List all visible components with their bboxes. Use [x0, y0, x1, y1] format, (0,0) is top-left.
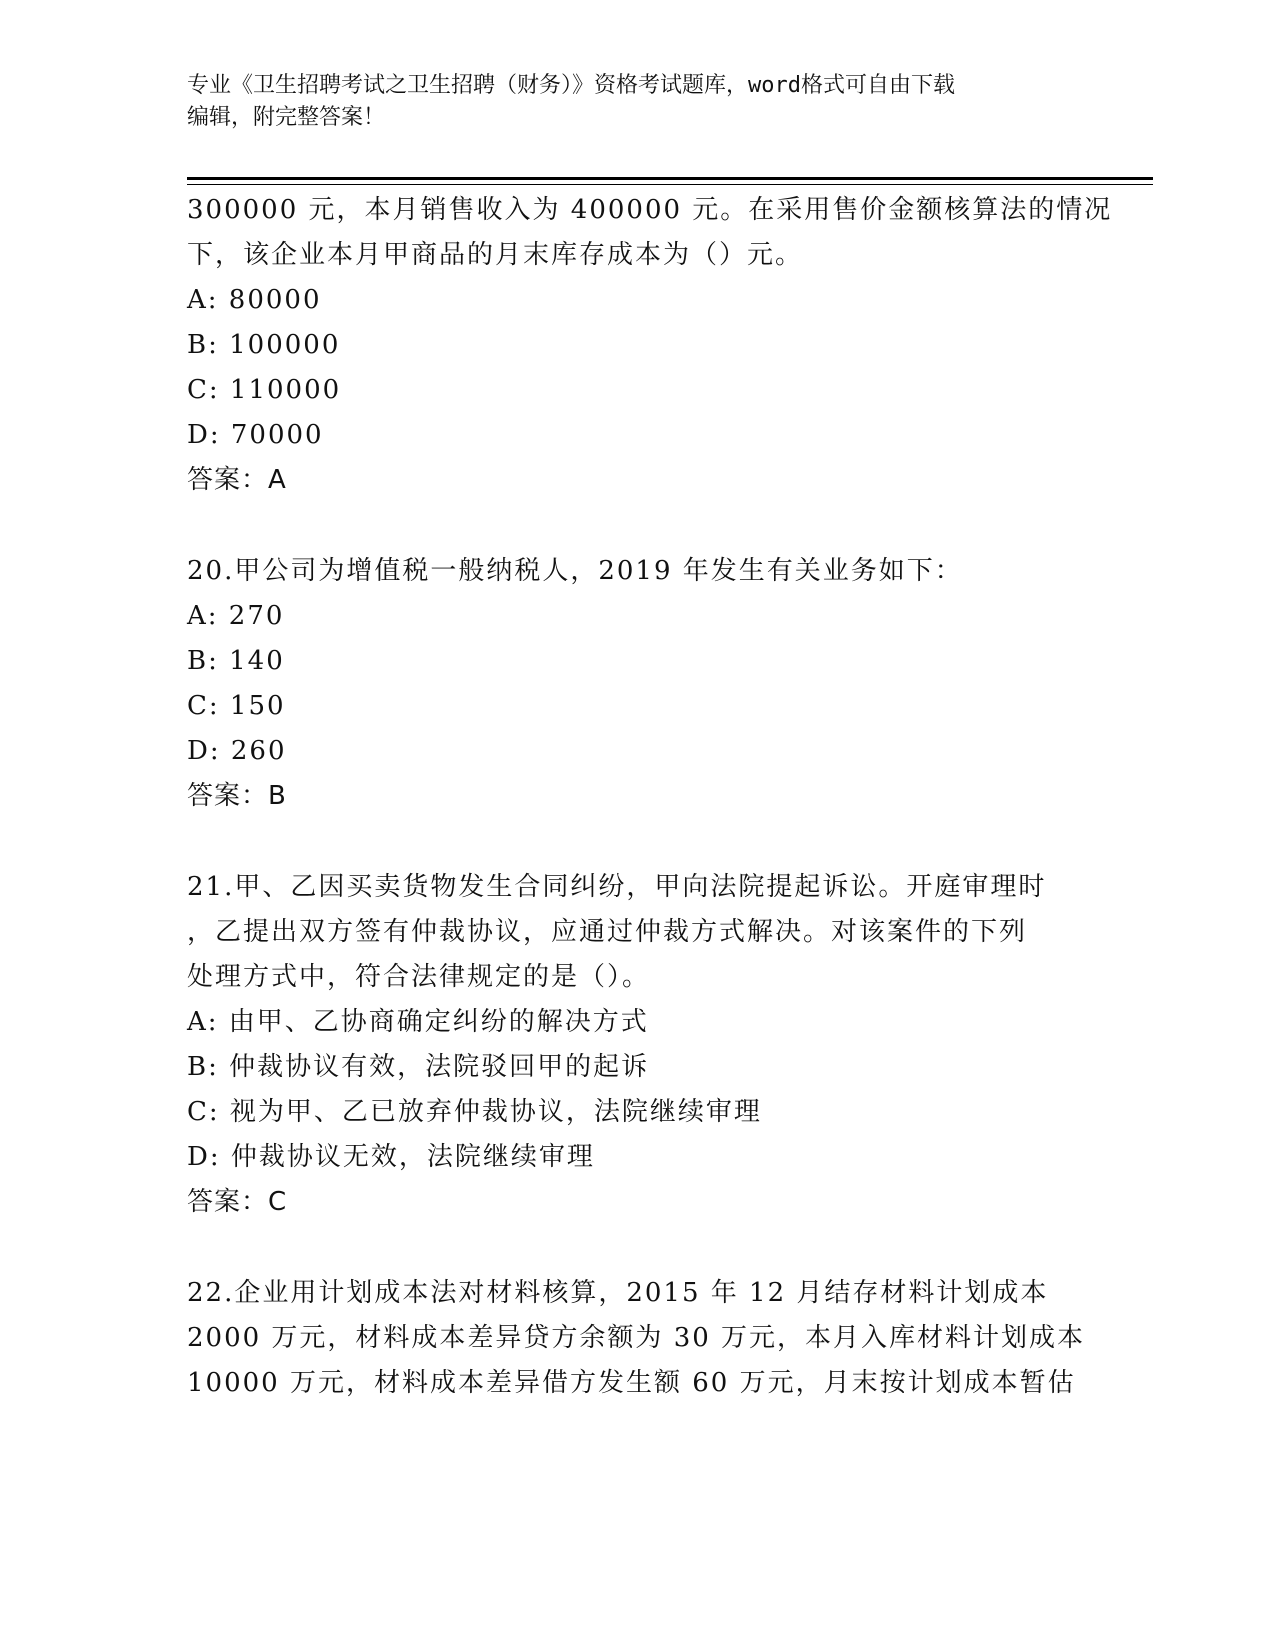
option-b: B: 100000	[187, 330, 341, 360]
option-b: B: 140	[187, 646, 285, 676]
option-a: A: 80000	[187, 285, 322, 315]
question-list	[187, 188, 1153, 1406]
option-d: D: 260	[187, 736, 287, 766]
answer-label: 答案：C	[187, 1187, 288, 1217]
option-b: B: 仲裁协议有效，法院驳回甲的起诉	[187, 1052, 650, 1082]
question-text: 22.企业用计划成本法对材料核算，2015 年 12 月结存材料计划成本	[187, 1278, 1049, 1308]
question-text: 2000 万元，材料成本差异贷方余额为 30 万元，本月入库材料计划成本	[187, 1323, 1086, 1353]
question-text: 20.甲公司为增值税一般纳税人，2019 年发生有关业务如下：	[187, 556, 963, 586]
question-21	[187, 865, 1153, 1225]
question-text: 300000 元，本月销售收入为 400000 元。在采用售价金额核算法的情况	[187, 195, 1113, 225]
option-c: C: 110000	[187, 375, 342, 405]
answer-label: 答案：A	[187, 465, 287, 495]
option-c: C: 150	[187, 691, 286, 721]
question-20	[187, 549, 1153, 819]
option-c: C: 视为甲、乙已放弃仲裁协议，法院继续审理	[187, 1097, 762, 1127]
question-text: 10000 万元，材料成本差异借方发生额 60 万元，月末按计划成本暂估	[187, 1368, 1076, 1398]
question-text: 下，该企业本月甲商品的月末库存成本为（）元。	[187, 240, 804, 270]
question-19	[187, 188, 1153, 503]
answer-label: 答案：B	[187, 781, 287, 811]
option-d: D: 70000	[187, 420, 324, 450]
question-text: 处理方式中，符合法律规定的是（）。	[187, 962, 651, 992]
option-a: A: 由甲、乙协商确定纠纷的解决方式	[187, 1007, 649, 1037]
header-divider-thin	[187, 184, 1153, 185]
question-text: 21.甲、乙因买卖货物发生合同纠纷，甲向法院提起诉讼。开庭审理时	[187, 872, 1047, 902]
question-text: ，乙提出双方签有仲裁协议，应通过仲裁方式解决。对该案件的下列	[187, 917, 1028, 947]
option-a: A: 270	[187, 601, 285, 631]
document-header	[187, 70, 1087, 134]
option-d: D: 仲裁协议无效，法院继续审理	[187, 1142, 595, 1172]
header-divider-thick	[187, 177, 1153, 180]
question-22	[187, 1271, 1153, 1406]
header-line-2: 编辑，附完整答案！	[187, 105, 386, 130]
header-line-1: 专业《卫生招聘考试之卫生招聘（财务）》资格考试题库，word格式可自由下载	[187, 73, 955, 98]
